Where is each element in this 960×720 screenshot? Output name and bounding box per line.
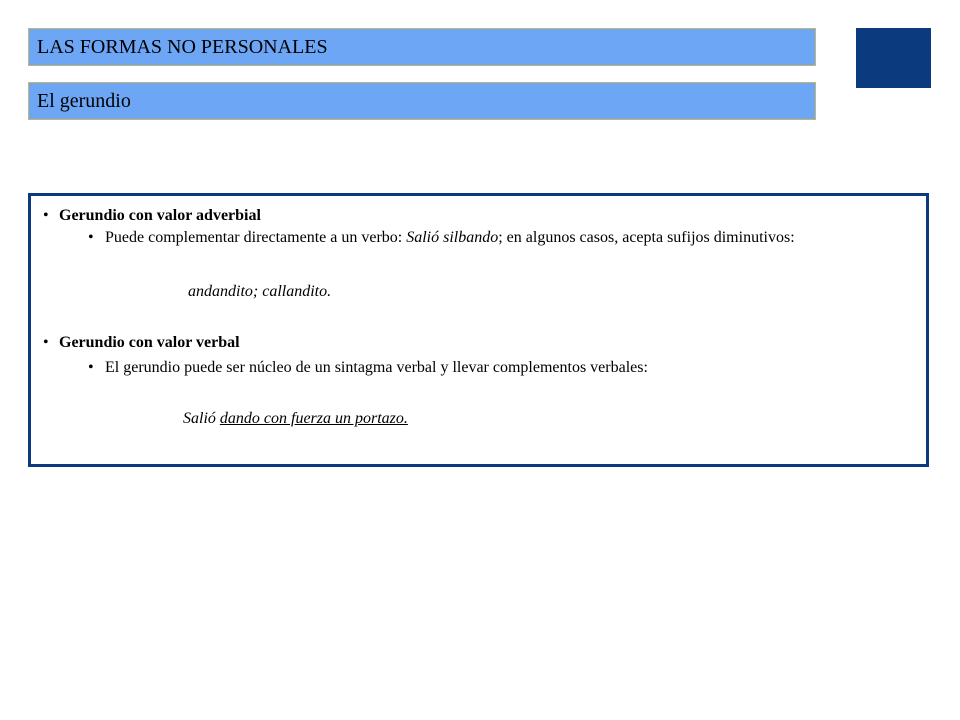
- bullet: •: [88, 229, 94, 246]
- accent-square: [856, 28, 931, 88]
- example-underlined: dando con fuerza un portazo.: [219, 410, 408, 427]
- section-heading-verbal: [43, 332, 240, 354]
- item-prefix: Puede complementar directamente a un verbo:: [105, 229, 407, 246]
- example-line-adverbial: andandito; callandito.: [188, 283, 332, 300]
- example-line-verbal: [183, 408, 408, 430]
- item-suffix: ; en algunos casos, acepta sufijos diminutivos:: [498, 229, 795, 246]
- item-example: Salió silbando: [406, 229, 499, 246]
- subtitle-bar: [28, 82, 816, 120]
- content-box: [28, 193, 929, 467]
- bullet: •: [43, 207, 49, 224]
- heading-text: Gerundio con valor adverbial: [59, 207, 261, 224]
- example-start: Salió: [183, 410, 220, 427]
- page-title: LAS FORMAS NO PERSONALES: [37, 35, 328, 58]
- item-text: El gerundio puede ser núcleo de un sintagma verbal y llevar complementos verbales:: [105, 359, 648, 376]
- list-item-adverbial: [88, 227, 911, 249]
- heading-text: Gerundio con valor verbal: [59, 334, 240, 351]
- item-text: [88, 227, 911, 249]
- title-bar: [28, 28, 816, 66]
- bullet: •: [88, 359, 94, 376]
- list-item-verbal: [88, 357, 911, 379]
- section-heading-adverbial: [43, 205, 261, 227]
- page-subtitle: El gerundio: [37, 89, 131, 112]
- bullet: •: [43, 334, 49, 351]
